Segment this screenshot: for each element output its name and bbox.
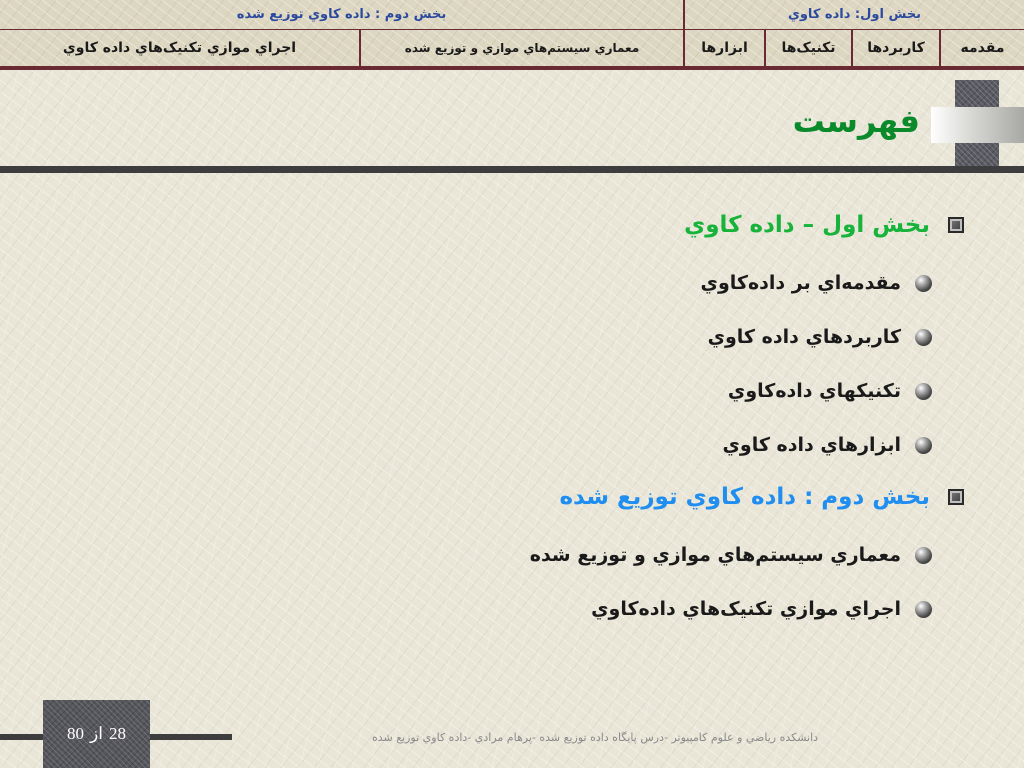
title-divider — [0, 166, 1024, 173]
slide-title: فهرست — [792, 102, 920, 140]
list-item[interactable] — [64, 310, 932, 364]
tab-applications[interactable]: كاربردها — [851, 30, 939, 66]
list-item[interactable] — [64, 582, 932, 636]
section-heading-text: بخش دوم : داده كاوي توزيع شده — [559, 484, 930, 510]
section-heading-part-1[interactable] — [64, 200, 964, 250]
page-current: 28 — [108, 724, 126, 743]
page-total: 80 — [67, 724, 85, 743]
list-item-text: اجراي موازي تكنيک‌هاي داده‌كاوي — [591, 598, 901, 620]
square-bullet-icon — [948, 489, 964, 505]
footer-text: دانشكده رياضي و علوم كامپيوتر -درس پايگاه داده توزيع شده -پرهام مرادي -داده كاوي توزيع شده — [371, 731, 819, 744]
nav-parts-row — [0, 0, 1024, 30]
list-item[interactable] — [64, 418, 932, 472]
round-bullet-icon — [915, 275, 932, 292]
round-bullet-icon — [915, 437, 932, 454]
list-item-text: كاربردهاي داده كاوي — [707, 326, 901, 348]
list-item[interactable] — [64, 256, 932, 310]
list-item-text: مقدمه‌اي بر داده‌كاوي — [700, 272, 901, 294]
tab-parallel-execution[interactable]: اجراي موازي تكنيک‌هاي داده كاوي — [62, 40, 297, 56]
table-of-contents — [64, 200, 964, 636]
nav-tabs-row — [0, 30, 1024, 70]
tab-parallel-architecture[interactable]: معماري سيستم‌هاي موازي و توزيع شده — [359, 30, 683, 66]
round-bullet-icon — [915, 601, 932, 618]
list-item-text: ابزارهاي داده كاوي — [722, 434, 901, 456]
list-item[interactable] — [64, 528, 932, 582]
list-item[interactable] — [64, 364, 932, 418]
tab-intro[interactable]: مقدمه — [939, 30, 1024, 66]
round-bullet-icon — [915, 547, 932, 564]
tab-tools[interactable]: ابزارها — [683, 30, 764, 66]
section-heading-part-2[interactable] — [64, 472, 964, 522]
section-heading-text: بخش اول – داده كاوي — [684, 212, 930, 238]
list-item-text: معماري سيستم‌هاي موازي و توزيع شده — [529, 544, 901, 566]
nav-part-1-link[interactable]: بخش اول: داده كاوي — [683, 0, 1024, 29]
nav-part-2-link[interactable]: بخش دوم : داده كاوي توزيع شده — [236, 7, 447, 22]
square-bullet-icon — [948, 217, 964, 233]
page-separator: از — [90, 724, 103, 743]
title-decoration-bar — [931, 107, 1024, 143]
page-number-box — [43, 700, 150, 768]
tab-techniques[interactable]: تكنيک‌ها — [764, 30, 851, 66]
round-bullet-icon — [915, 383, 932, 400]
round-bullet-icon — [915, 329, 932, 346]
list-item-text: تكنيكهاي داده‌كاوي — [727, 380, 901, 402]
